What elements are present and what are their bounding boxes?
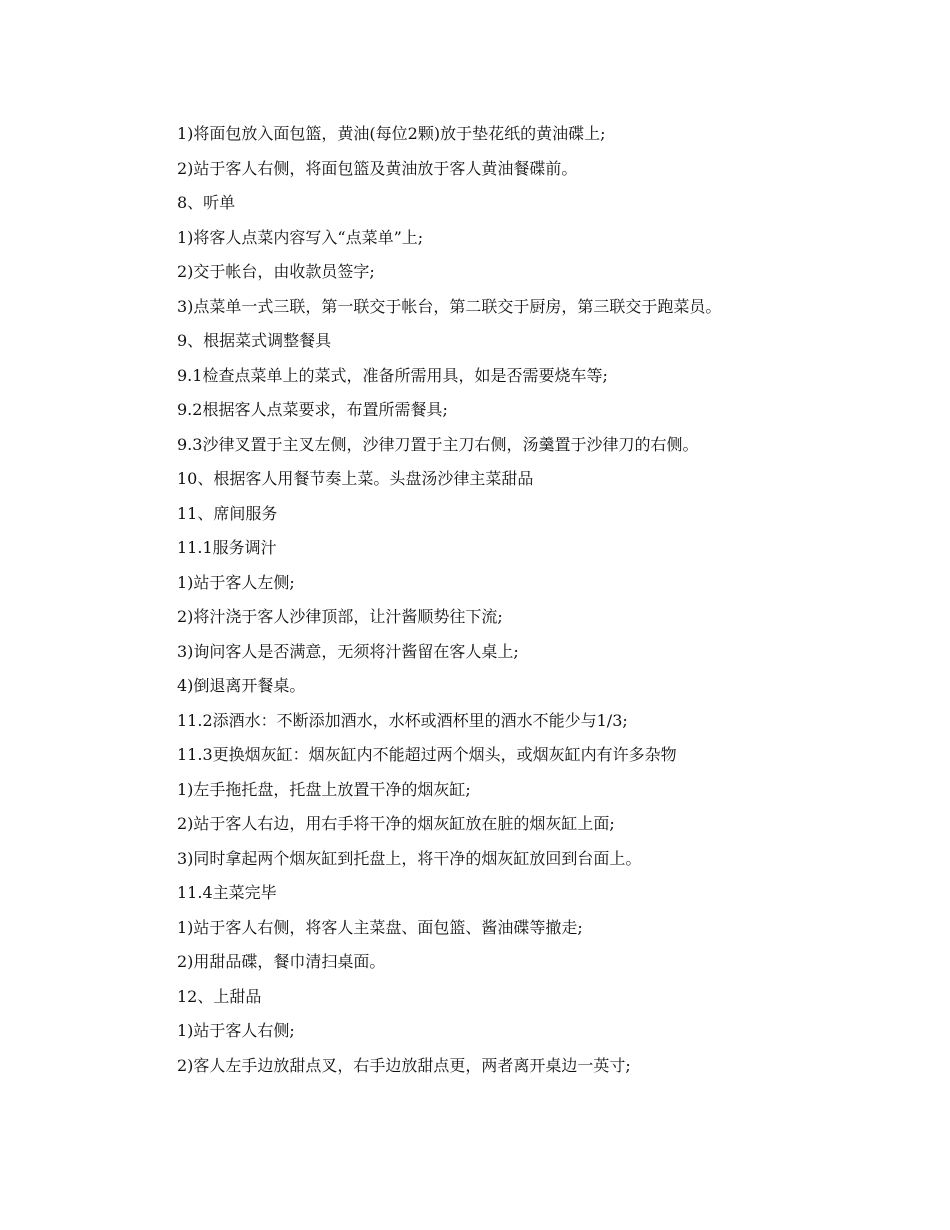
section-heading: 10、根据客人用餐节奏上菜。头盘汤沙律主菜甜品 bbox=[177, 469, 534, 488]
text-line: 9.3沙律叉置于主叉左侧，沙律刀置于主刀右侧，汤羹置于沙律刀的右侧。 bbox=[177, 434, 699, 454]
section-heading: 12、上甜品 bbox=[177, 986, 262, 1006]
text-line: 2)用甜品碟，餐巾清扫桌面。 bbox=[177, 952, 386, 971]
text-line: 1)将面包放入面包篮，黄油(每位2颗)放于垫花纸的黄油碟上; bbox=[177, 124, 606, 143]
text-line: 1)左手拖托盘，托盘上放置干净的烟灰缸; bbox=[177, 779, 471, 799]
text-line: 1)站于客人右侧; bbox=[177, 1021, 295, 1040]
text-line: 1)站于客人左侧; bbox=[177, 572, 295, 592]
section-heading: 11、席间服务 bbox=[177, 503, 278, 523]
text-line: 9.1检查点菜单上的菜式，准备所需用具，如是否需要烧车等; bbox=[177, 365, 608, 385]
document-body bbox=[177, 117, 877, 1083]
text-line: 4)倒退离开餐桌。 bbox=[177, 676, 306, 695]
subsection-heading: 11.2添酒水：不断添加酒水，水杯或酒杯里的酒水不能少与1/3; bbox=[177, 710, 628, 730]
subsection-heading: 11.4主菜完毕 bbox=[177, 883, 277, 902]
text-line: 9.2根据客人点菜要求，布置所需餐具; bbox=[177, 400, 448, 419]
text-line: 1)站于客人右侧，将客人主菜盘、面包篮、酱油碟等撤走; bbox=[177, 917, 583, 937]
text-line: 2)客人左手边放甜点叉，右手边放甜点更，两者离开桌边一英寸; bbox=[177, 1055, 631, 1075]
text-line: 3)点菜单一式三联，第一联交于帐台，第二联交于厨房，第三联交于跑菜员。 bbox=[177, 296, 722, 316]
section-heading: 8、听单 bbox=[177, 193, 236, 212]
text-line: 2)站于客人右边，用右手将干净的烟灰缸放在脏的烟灰缸上面; bbox=[177, 814, 615, 833]
section-heading: 9、根据菜式调整餐具 bbox=[177, 331, 332, 350]
subsection-heading: 11.1服务调汁 bbox=[177, 538, 277, 557]
text-line: 3)询问客人是否满意，无须将汁酱留在客人桌上; bbox=[177, 641, 519, 661]
text-line: 2)将汁浇于客人沙律顶部，让汁酱顺势往下流; bbox=[177, 607, 503, 626]
text-line: 2)站于客人右侧，将面包篮及黄油放于客人黄油餐碟前。 bbox=[177, 158, 578, 178]
text-line: 3)同时拿起两个烟灰缸到托盘上，将干净的烟灰缸放回到台面上。 bbox=[177, 848, 642, 868]
text-line: 2)交于帐台，由收款员签字; bbox=[177, 262, 375, 281]
text-line: 1)将客人点菜内容写入“点菜单”上; bbox=[177, 227, 424, 247]
subsection-heading: 11.3更换烟灰缸：烟灰缸内不能超过两个烟头，或烟灰缸内有许多杂物 bbox=[177, 745, 677, 764]
